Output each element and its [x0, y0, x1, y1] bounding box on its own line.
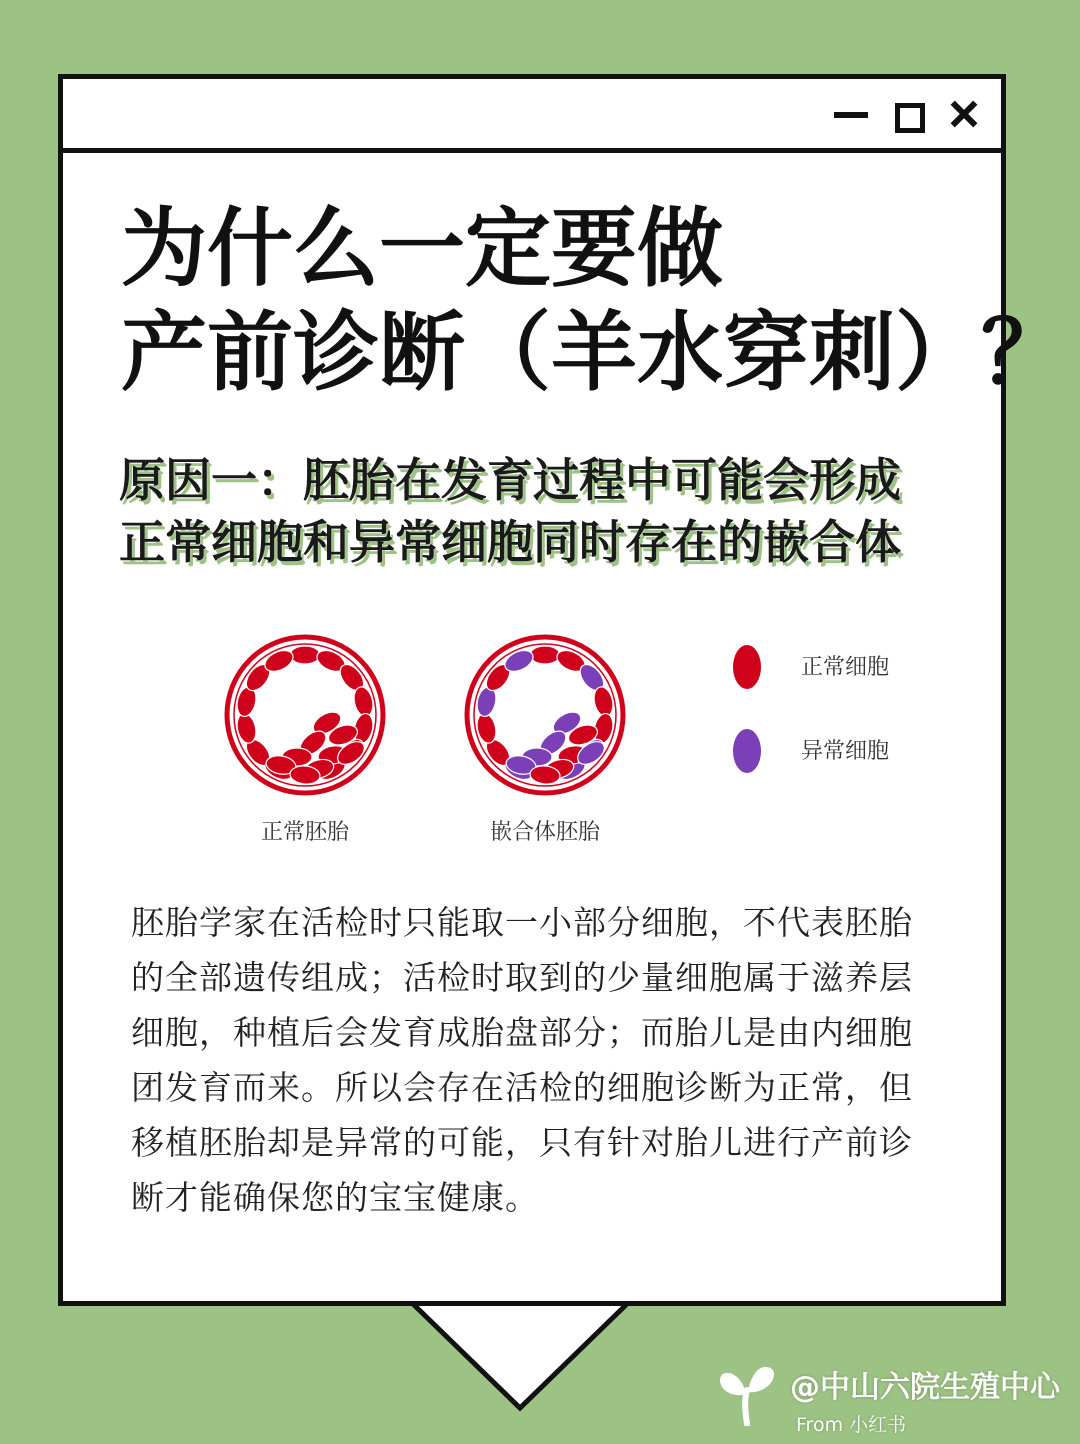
body-line-2: 的全部遗传组成；活检时取到的少量细胞属于滋养层 — [131, 958, 913, 997]
body-line-6: 断才能确保您的宝宝健康。 — [131, 1178, 539, 1217]
page-title — [121, 197, 1067, 405]
close-icon[interactable] — [945, 79, 985, 149]
watermark-source: From 小红书 — [796, 1414, 907, 1436]
body-line-5: 移植胚胎却是异常的可能，只有针对胎儿进行产前诊 — [131, 1123, 913, 1162]
reason-line-1: 原因一：胚胎在发育过程中可能会形成 — [119, 453, 901, 507]
reason-heading — [119, 449, 901, 573]
reason-line-2: 正常细胞和异常细胞同时存在的嵌合体 — [119, 515, 901, 569]
legend-normal-label: 正常细胞 — [801, 655, 890, 680]
legend-abnormal-swatch — [733, 729, 761, 773]
embryo-normal-label: 正常胚胎 — [260, 820, 350, 845]
window-titlebar — [63, 79, 1001, 153]
maximize-icon[interactable] — [889, 79, 929, 149]
normal-cell — [290, 646, 320, 664]
body-line-3: 细胞，种植后会发育成胎盘部分；而胎儿是由内细胞 — [131, 1013, 913, 1052]
watermark-handle: @中山六院生殖中心 — [790, 1370, 1060, 1405]
normal-cell — [530, 646, 560, 664]
minimize-icon[interactable] — [831, 79, 871, 149]
legend-normal-swatch — [733, 645, 761, 689]
legend-normal — [733, 645, 889, 689]
legend-abnormal-label: 异常细胞 — [801, 739, 890, 764]
mosaic-embryo — [467, 637, 623, 793]
body-paragraph — [131, 895, 961, 1225]
body-line-4: 团发育而来。所以会存在活检的细胞诊断为正常，但 — [131, 1068, 913, 1107]
embryo-mosaic-label: 嵌合体胚胎 — [489, 820, 601, 845]
xiaohongshu-logo-icon — [714, 1364, 780, 1426]
embryo-diagram — [63, 599, 1001, 859]
body-line-1: 胚胎学家在活检时只能取一小部分细胞，不代表胚胎 — [131, 903, 913, 942]
title-line-1: 为什么一定要做 — [121, 199, 723, 299]
legend-abnormal — [733, 729, 889, 773]
normal-embryo — [227, 637, 383, 793]
window-panel — [58, 74, 1067, 1306]
title-line-2: 产前诊断（羊水穿刺）？ — [121, 303, 1067, 403]
